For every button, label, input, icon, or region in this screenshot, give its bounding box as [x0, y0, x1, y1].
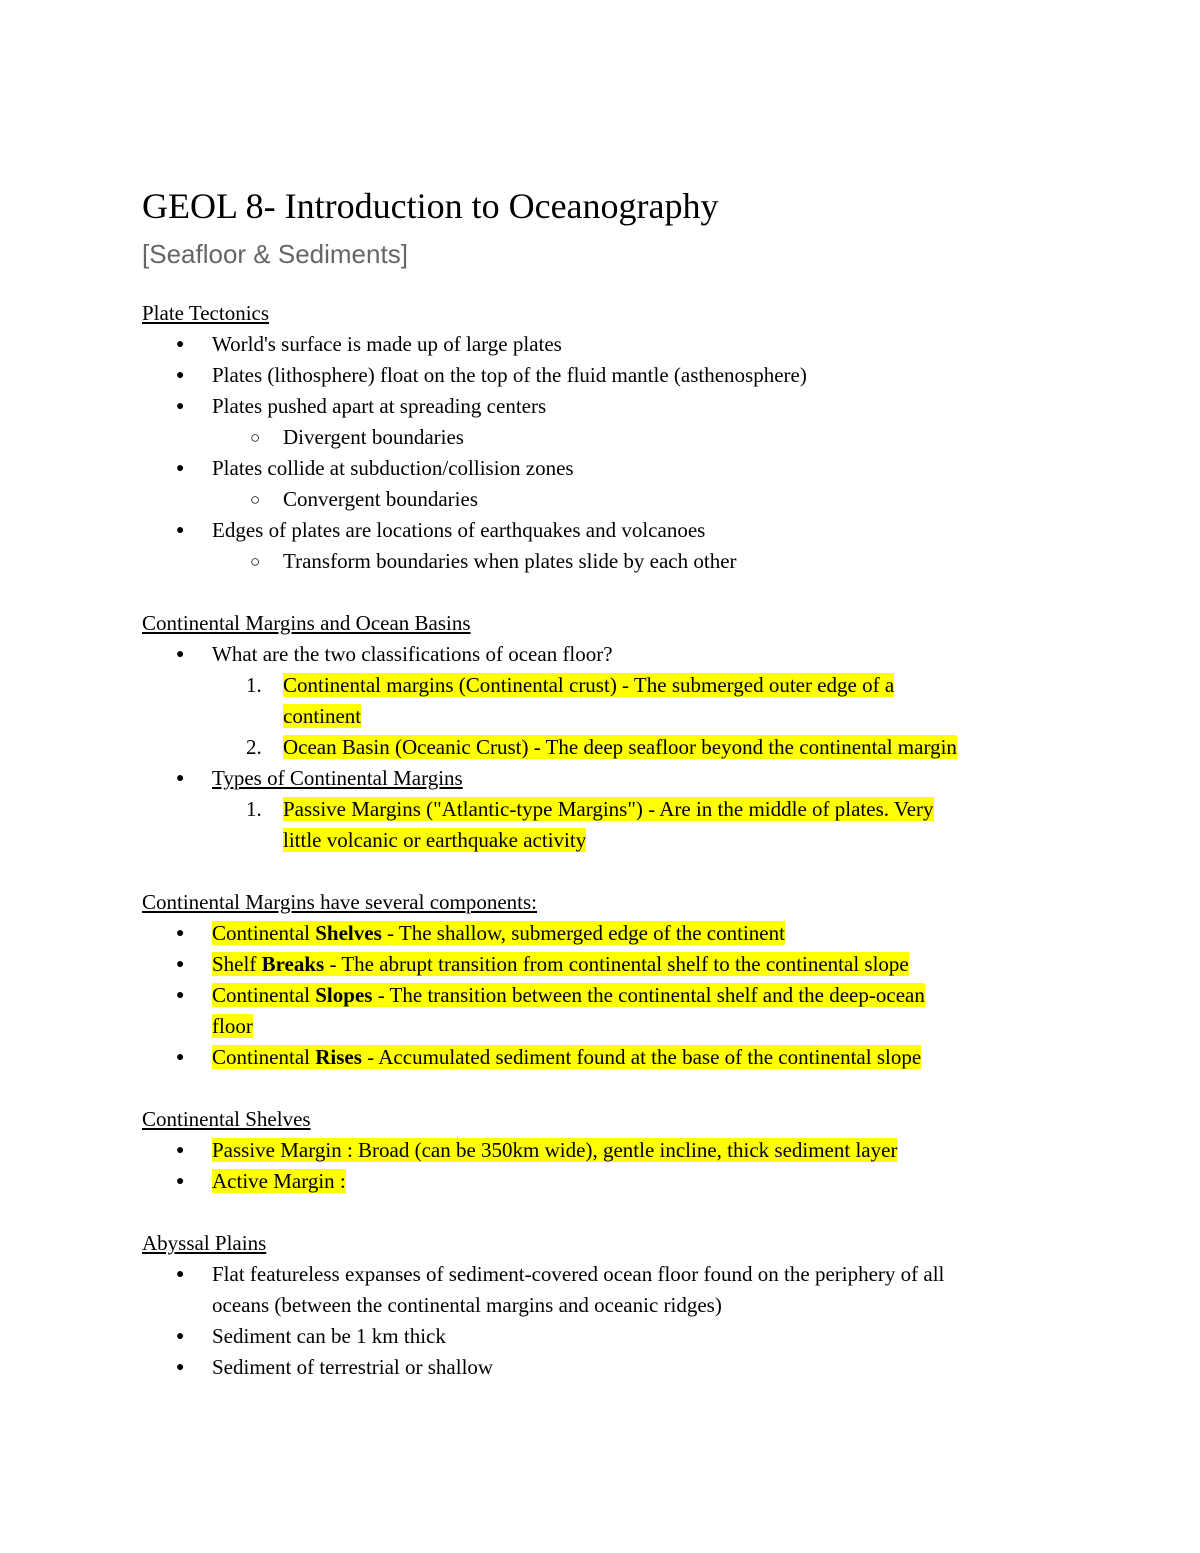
highlighted-text: Continental Rises - Accumulated sediment found at the base of the continental slope	[212, 1045, 922, 1069]
sub-list-item: ○ Convergent boundaries	[142, 484, 1042, 515]
document-page	[142, 184, 1042, 1383]
section-heading: Continental Margins and Ocean Basins	[142, 611, 471, 635]
number-marker: 1.	[246, 797, 262, 821]
numbered-item	[142, 794, 1042, 825]
list-item: ● Edges of plates are locations of earthquakes and volcanoes	[142, 515, 1042, 546]
numbered-item	[142, 670, 1042, 701]
bullet-icon: ●	[176, 1329, 185, 1344]
section-heading: Continental Shelves	[142, 1107, 311, 1131]
number-marker: 2.	[246, 735, 262, 759]
bullet-icon: ●	[176, 957, 185, 972]
bullet-icon: ●	[176, 368, 185, 383]
list-item: ● Plates collide at subduction/collision zones	[142, 453, 1042, 484]
document-subtitle: [Seafloor & Sediments]	[142, 239, 408, 269]
highlighted-text: Continental Slopes - The transition between the continental shelf and the deep-ocean	[212, 983, 925, 1007]
bullet-icon: ●	[176, 926, 185, 941]
document-title: GEOL 8- Introduction to Oceanography	[142, 186, 719, 226]
list-item: ● What are the two classifications of ocean floor?	[142, 639, 1042, 670]
bullet-icon: ●	[176, 1174, 185, 1189]
list-item: ● Sediment of terrestrial or shallow	[142, 1352, 1042, 1383]
list-item: ● World's surface is made up of large plates	[142, 329, 1042, 360]
list-item	[142, 1135, 1042, 1166]
highlighted-text: little volcanic or earthquake activity	[283, 828, 587, 852]
section-heading: Abyssal Plains	[142, 1231, 267, 1255]
bullet-icon: ●	[176, 1050, 185, 1065]
highlighted-text: Passive Margin : Broad (can be 350km wide), gentle incline, thick sediment layer	[212, 1138, 898, 1162]
section-continental-margins	[142, 608, 1042, 856]
list-item: ● Plates (lithosphere) float on the top of the fluid mantle (asthenosphere)	[142, 360, 1042, 391]
numbered-item-continuation	[142, 701, 1042, 732]
bullet-icon: ●	[176, 523, 185, 538]
bullet-icon: ●	[176, 337, 185, 352]
circle-bullet-icon: ○	[250, 428, 261, 447]
highlighted-text: continent	[283, 704, 362, 728]
highlighted-text: floor	[212, 1014, 253, 1038]
bullet-icon: ●	[176, 771, 185, 786]
highlighted-text: Ocean Basin (Oceanic Crust) - The deep seafloor beyond the continental margin	[283, 735, 957, 759]
list-item	[142, 918, 1042, 949]
section-heading: Continental Margins have several components:	[142, 890, 538, 914]
list-item: ● Flat featureless expanses of sediment-covered ocean floor found on the periphery of all	[142, 1259, 1042, 1290]
list-item	[142, 980, 1042, 1011]
highlighted-text: Passive Margins ("Atlantic-type Margins") - Are in the middle of plates. Very	[283, 797, 934, 821]
sub-list-item: ○ Divergent boundaries	[142, 422, 1042, 453]
bullet-icon: ●	[176, 1143, 185, 1158]
circle-bullet-icon: ○	[250, 552, 261, 571]
list-item	[142, 1166, 1042, 1197]
number-marker: 1.	[246, 673, 262, 697]
section-heading: Plate Tectonics	[142, 301, 270, 325]
list-item	[142, 1042, 1042, 1073]
list-item: ● Plates pushed apart at spreading centers	[142, 391, 1042, 422]
list-item	[142, 949, 1042, 980]
section-margin-components	[142, 887, 1042, 1073]
numbered-item	[142, 732, 1042, 763]
bullet-icon: ●	[176, 1360, 185, 1375]
bullet-icon: ●	[176, 1267, 185, 1282]
highlighted-text: Active Margin :	[212, 1169, 346, 1193]
section-plate-tectonics	[142, 298, 1042, 577]
highlighted-text: Shelf Breaks - The abrupt transition from continental shelf to the continental slope	[212, 952, 909, 976]
list-item: ● Sediment can be 1 km thick	[142, 1321, 1042, 1352]
bullet-icon: ●	[176, 647, 185, 662]
bullet-icon: ●	[176, 988, 185, 1003]
sub-list-item: ○ Transform boundaries when plates slide by each other	[142, 546, 1042, 577]
section-abyssal-plains	[142, 1228, 1042, 1383]
highlighted-text: Continental margins (Continental crust) - The submerged outer edge of a	[283, 673, 895, 697]
numbered-item-continuation	[142, 825, 1042, 856]
list-item-continuation: oceans (between the continental margins and oceanic ridges)	[212, 1293, 722, 1317]
bullet-icon: ●	[176, 399, 185, 414]
circle-bullet-icon: ○	[250, 490, 261, 509]
list-item-continuation	[142, 1011, 1042, 1042]
list-item: ● Types of Continental Margins	[142, 763, 1042, 794]
bullet-icon: ●	[176, 461, 185, 476]
section-continental-shelves	[142, 1104, 1042, 1197]
highlighted-text: Continental Shelves - The shallow, submerged edge of the continent	[212, 921, 785, 945]
